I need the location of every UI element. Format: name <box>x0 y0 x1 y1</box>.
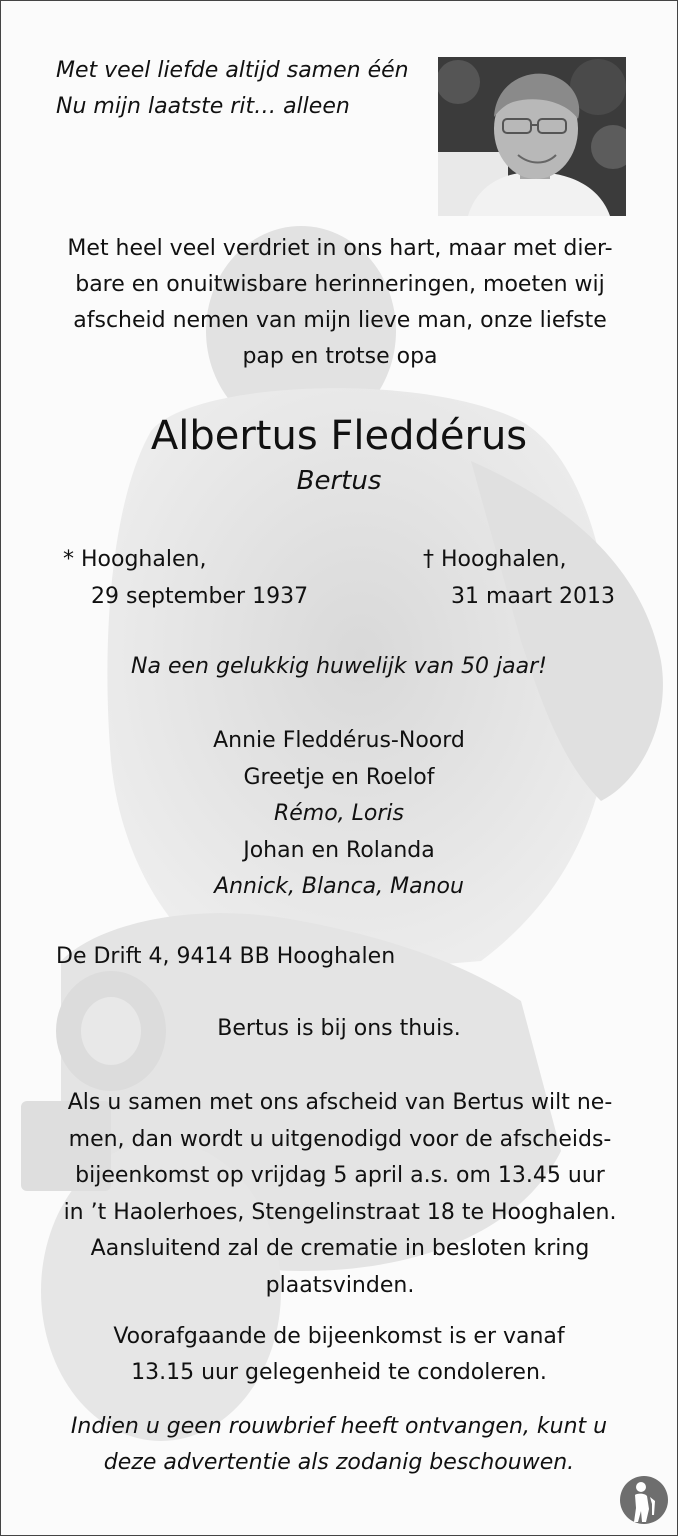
family-names <box>1 723 677 906</box>
deceased-nickname: Bertus <box>296 466 382 496</box>
announcement-intro <box>41 231 639 375</box>
intro-line: pap en trotse opa <box>242 344 438 369</box>
intro-line: afscheid nemen van mijn lieve man, onze liefste <box>73 308 607 333</box>
invitation-line: men, dan wordt u uitgenodigd voor de afscheids- <box>68 1126 612 1152</box>
motto-verse <box>56 53 426 125</box>
birth-place: Hooghalen, <box>81 547 207 572</box>
death-details <box>423 541 615 615</box>
family-member: Johan en Rolanda <box>243 837 435 863</box>
closing-line: Indien u geen rouwbrief heeft ontvangen, kunt u <box>70 1414 608 1439</box>
birth-date: 29 september 1937 <box>91 584 309 609</box>
birth-details <box>63 541 308 615</box>
family-member: Greetje en Roelof <box>243 764 435 790</box>
invitation-line: in ’t Haolerhoes, Stengelinstraat 18 te Hooghalen. <box>63 1199 617 1225</box>
birth-symbol: * <box>63 547 74 572</box>
condolence-line: Voorafgaande de bijeenkomst is er vanaf <box>113 1324 565 1349</box>
closing-note <box>1 1409 677 1481</box>
intro-line: Met heel veel verdriet in ons hart, maar met dier- <box>67 236 613 261</box>
death-place: Hooghalen, <box>441 547 567 572</box>
obituary-content <box>1 1 677 1535</box>
invitation-line: Aansluitend zal de crematie in besloten kring <box>90 1236 590 1262</box>
invitation-line: plaatsvinden. <box>265 1272 415 1298</box>
closing-line: deze advertentie als zodanig beschouwen. <box>103 1450 575 1475</box>
death-date: 31 maart 2013 <box>451 584 616 609</box>
home-address: De Drift 4, 9414 BB Hooghalen <box>56 944 396 969</box>
deceased-name: Albertus Fleddérus <box>150 413 528 459</box>
mourning-figure-logo-icon <box>619 1475 669 1525</box>
marriage-line: Na een gelukkig huwelijk van 50 jaar! <box>131 654 547 679</box>
invitation-line: Als u samen met ons afscheid van Bertus wilt ne- <box>67 1090 613 1115</box>
portrait-photo <box>438 57 626 216</box>
family-member: Annie Fleddérus-Noord <box>213 728 465 753</box>
condolence-line: 13.15 uur gelegenheid te condoleren. <box>131 1360 547 1385</box>
motto-line: Nu mijn laatste rit… alleen <box>56 94 350 119</box>
condolence-notice <box>1 1319 677 1391</box>
invitation-line: bijeenkomst op vrijdag 5 april a.s. om 13.45 uur <box>75 1163 605 1189</box>
family-member: Annick, Blanca, Manou <box>214 874 464 900</box>
at-home-notice: Bertus is bij ons thuis. <box>217 1016 461 1041</box>
motto-line: Met veel liefde altijd samen één <box>56 58 409 83</box>
family-member: Rémo, Loris <box>273 801 405 827</box>
farewell-invitation <box>31 1085 649 1305</box>
intro-line: bare en onuitwisbare herinneringen, moeten wij <box>75 272 605 297</box>
death-symbol: † <box>423 547 434 572</box>
